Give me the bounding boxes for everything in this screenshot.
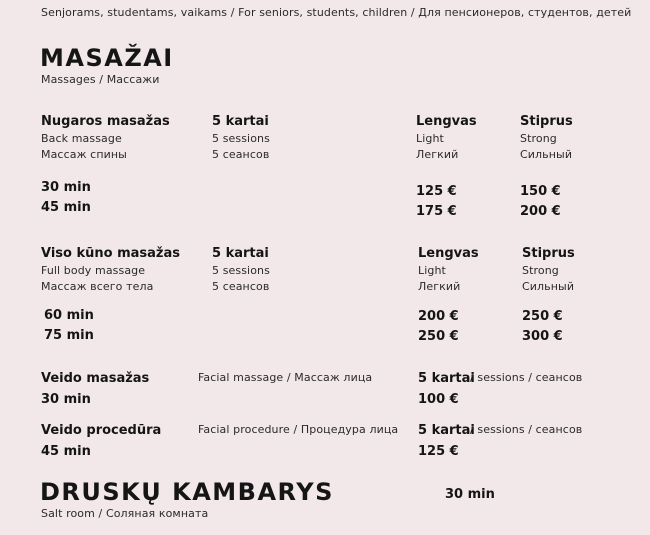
back-pack-lt: 5 kartai: [212, 114, 269, 129]
full-strong-ru: Сильный: [522, 280, 575, 293]
face-massage-title: Veido masažas: [41, 371, 150, 386]
full-light-en: Light: [418, 264, 446, 277]
section-title-salt-room: DRUSKŲ KAMBARYS: [40, 478, 334, 506]
full-pack-lt: 5 kartai: [212, 246, 269, 261]
procedure-price: 125 €: [418, 444, 459, 459]
section-subtitle-massages: Massages / Массажи: [41, 73, 160, 86]
section-title-massages: MASAŽAI: [40, 44, 174, 72]
full-strong-price-1: 250 €: [522, 309, 563, 324]
back-massage-title: Nugaros masažas: [41, 114, 170, 129]
face-procedure-desc: Facial procedure / Процедура лица: [198, 423, 399, 436]
full-strong-lt: Stiprus: [522, 246, 575, 261]
full-light-price-1: 200 €: [418, 309, 459, 324]
salt-room-duration: 30 min: [445, 487, 495, 502]
back-strong-price-2: 200 €: [520, 204, 561, 219]
face-pack-rest: / sessions / сеансов: [470, 371, 583, 384]
full-massage-title: Viso kūno masažas: [41, 246, 181, 261]
face-duration: 30 min: [41, 392, 91, 407]
back-duration-1: 30 min: [41, 180, 91, 195]
section-subtitle-salt-room: Salt room / Соляная комната: [41, 507, 209, 520]
full-light-price-2: 250 €: [418, 329, 459, 344]
procedure-duration: 45 min: [41, 444, 91, 459]
full-strong-en: Strong: [522, 264, 559, 277]
discount-note: Senjorams, studentams, vaikams / For seniors, students, children / Для пенсионеров, студентов, детей: [41, 6, 632, 19]
procedure-pack-lt: 5 kartai: [418, 423, 475, 438]
face-procedure-title: Veido procedūra: [41, 423, 162, 438]
back-pack-en: 5 sessions: [212, 132, 270, 145]
face-pack-lt: 5 kartai: [418, 371, 475, 386]
back-massage-ru: Массаж спины: [41, 148, 127, 161]
face-price: 100 €: [418, 392, 459, 407]
back-duration-2: 45 min: [41, 200, 91, 215]
back-massage-en: Back massage: [41, 132, 122, 145]
back-light-price-2: 175 €: [416, 204, 457, 219]
full-massage-en: Full body massage: [41, 264, 146, 277]
back-strong-lt: Stiprus: [520, 114, 573, 129]
full-pack-en: 5 sessions: [212, 264, 270, 277]
full-duration-2: 75 min: [44, 328, 94, 343]
full-duration-1: 60 min: [44, 308, 94, 323]
full-massage-ru: Массаж всего тела: [41, 280, 154, 293]
back-light-ru: Легкий: [416, 148, 459, 161]
back-pack-ru: 5 сеансов: [212, 148, 270, 161]
full-pack-ru: 5 сеансов: [212, 280, 270, 293]
full-strong-price-2: 300 €: [522, 329, 563, 344]
back-strong-ru: Сильный: [520, 148, 573, 161]
back-strong-en: Strong: [520, 132, 557, 145]
full-light-ru: Легкий: [418, 280, 461, 293]
back-light-lt: Lengvas: [416, 114, 477, 129]
procedure-pack-rest: / sessions / сеансов: [470, 423, 583, 436]
face-massage-desc: Facial massage / Массаж лица: [198, 371, 373, 384]
back-light-en: Light: [416, 132, 444, 145]
back-light-price-1: 125 €: [416, 184, 457, 199]
full-light-lt: Lengvas: [418, 246, 479, 261]
back-strong-price-1: 150 €: [520, 184, 561, 199]
